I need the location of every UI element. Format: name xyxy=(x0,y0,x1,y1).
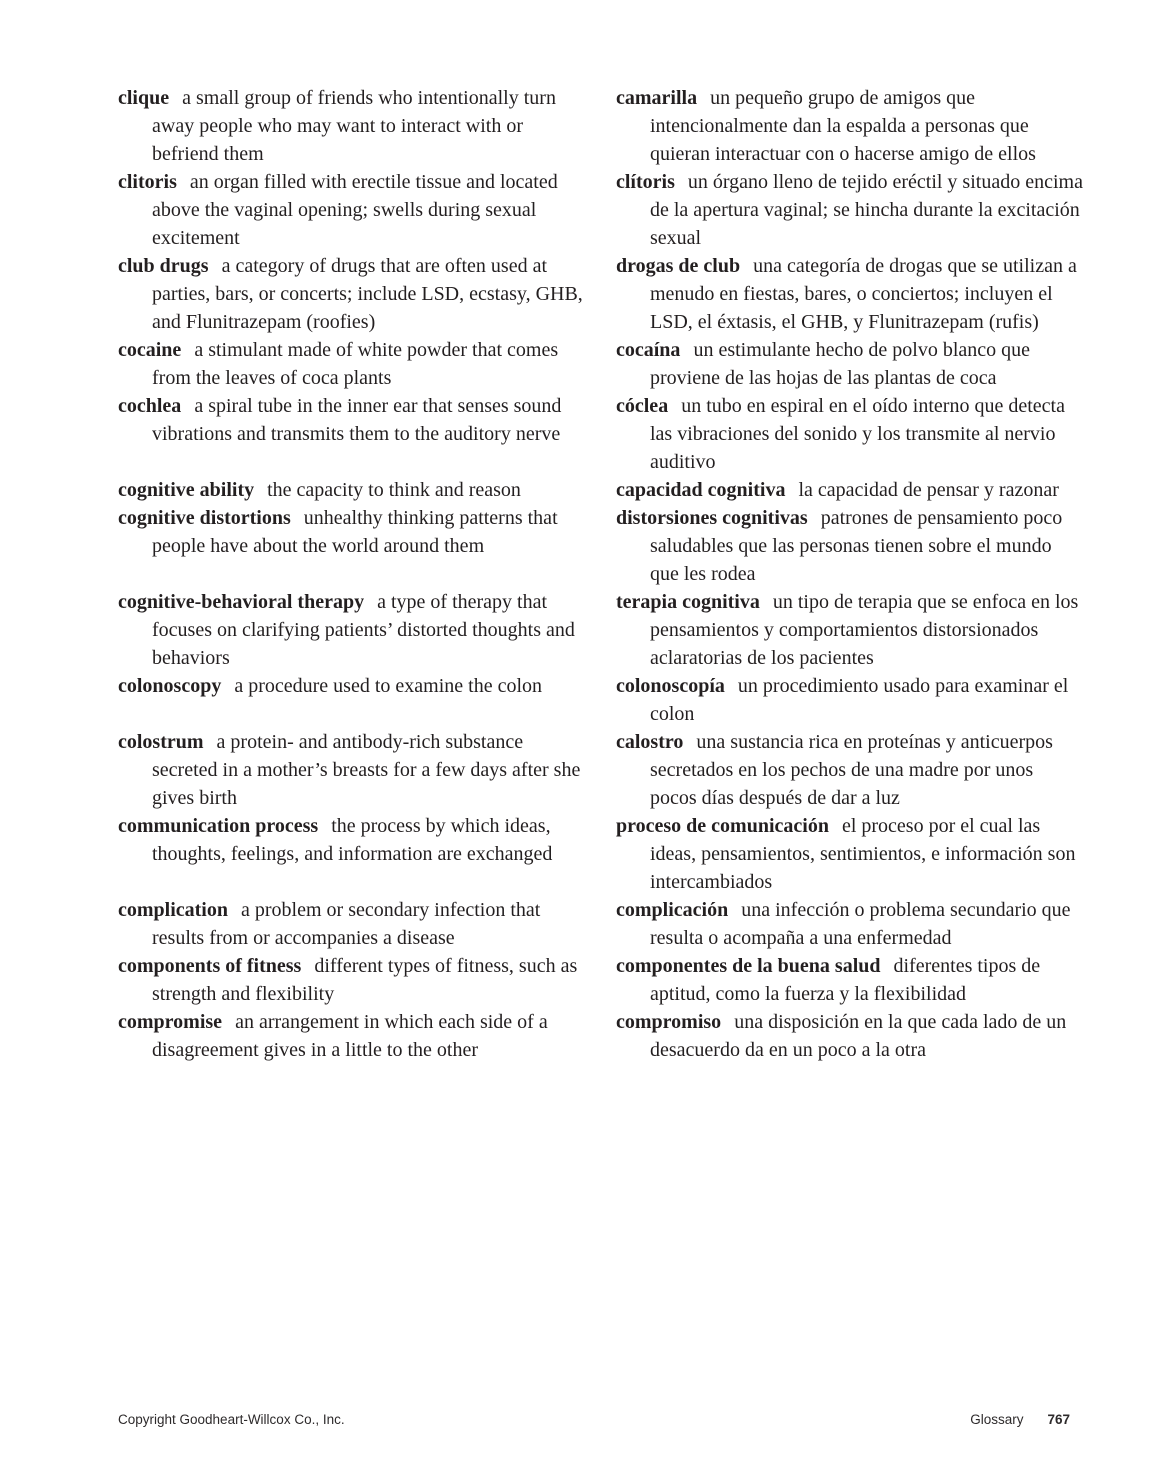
entry-term: club drugs xyxy=(118,255,209,277)
glossary-entry xyxy=(118,1008,586,1064)
glossary-entry xyxy=(118,812,586,868)
entry-definition: an arrangement in which each side of a disagreement gives in a little to the other xyxy=(152,1011,548,1061)
glossary-entry xyxy=(118,504,586,560)
glossary-columns xyxy=(118,84,1084,1064)
glossary-entry xyxy=(616,588,1084,672)
entry-definition: a protein- and antibody-rich substance secreted in a mother’s breasts for a few days after she gives birth xyxy=(152,731,581,809)
entry-definition: a procedure used to examine the colon xyxy=(234,675,542,697)
page-footer xyxy=(118,1412,1070,1427)
glossary-entry xyxy=(616,252,1084,336)
glossary-entry xyxy=(118,728,586,812)
entry-term: cocaine xyxy=(118,339,182,361)
entry-term: clique xyxy=(118,87,170,109)
glossary-entry xyxy=(118,952,586,1008)
glossary-entry xyxy=(616,812,1084,896)
entry-definition: a problem or secondary infection that results from or accompanies a disease xyxy=(152,899,541,949)
entry-definition: un pequeño grupo de amigos que intencionalmente dan la espalda a personas que quieran interactuar con o hacerse amigo de ellos xyxy=(650,87,1036,165)
glossary-entry xyxy=(616,336,1084,392)
entry-term: terapia cognitiva xyxy=(616,591,760,613)
entry-term: colonoscopy xyxy=(118,675,222,697)
glossary-entry xyxy=(616,392,1084,476)
entry-definition: a category of drugs that are often used at parties, bars, or concerts; include LSD, ecstasy, GHB, and Flunitrazepam (roofies) xyxy=(152,255,583,333)
entry-definition: un tipo de terapia que se enfoca en los pensamientos y comportamientos distorsionados aclaratorias de los pacientes xyxy=(650,591,1079,669)
entry-definition: una infección o problema secundario que resulta o acompaña a una enfermedad xyxy=(650,899,1071,949)
entry-term: cóclea xyxy=(616,395,669,417)
entry-term: cognitive distortions xyxy=(118,507,291,529)
copyright-notice: Copyright Goodheart-Willcox Co., Inc. xyxy=(118,1412,345,1427)
entry-term: camarilla xyxy=(616,87,698,109)
entry-definition: the capacity to think and reason xyxy=(267,479,521,501)
entry-term: complication xyxy=(118,899,228,921)
entry-term: clitoris xyxy=(118,171,177,193)
entry-term: distorsiones cognitivas xyxy=(616,507,808,529)
glossary-entry xyxy=(616,1008,1084,1064)
page-reference xyxy=(970,1412,1070,1427)
entry-term: compromise xyxy=(118,1011,223,1033)
glossary-entry xyxy=(616,476,1084,504)
glossary-entry xyxy=(118,588,586,672)
entry-term: capacidad cognitiva xyxy=(616,479,786,501)
glossary-entry xyxy=(118,168,586,252)
glossary-entry xyxy=(616,84,1084,168)
entry-term: cocaína xyxy=(616,339,681,361)
entry-definition: the process by which ideas, thoughts, feelings, and information are exchanged xyxy=(152,815,553,865)
entry-definition: unhealthy thinking patterns that people have about the world around them xyxy=(152,507,558,557)
entry-term: clítoris xyxy=(616,171,675,193)
glossary-entry xyxy=(118,476,586,504)
glossary-entry xyxy=(118,392,586,448)
entry-term: complicación xyxy=(616,899,729,921)
entry-definition: una disposición en la que cada lado de un desacuerdo da en un poco a la otra xyxy=(650,1011,1067,1061)
entry-definition: una sustancia rica en proteínas y anticuerpos secretados en los pechos de una madre por unos pocos días después de dar a luz xyxy=(650,731,1053,809)
entry-term: cognitive ability xyxy=(118,479,255,501)
entry-term: communication process xyxy=(118,815,319,837)
glossary-entry xyxy=(118,84,586,168)
glossary-entry xyxy=(118,252,586,336)
glossary-entry xyxy=(616,672,1084,728)
entry-term: cognitive-behavioral therapy xyxy=(118,591,365,613)
entry-term: colonoscopía xyxy=(616,675,725,697)
glossary-entry xyxy=(616,952,1084,1008)
glossary-entry xyxy=(118,336,586,392)
entry-definition: patrones de pensamiento poco saludables que las personas tienen sobre el mundo que les rodea xyxy=(650,507,1063,585)
glossary-entry xyxy=(616,728,1084,812)
entry-term: drogas de club xyxy=(616,255,741,277)
entry-definition: la capacidad de pensar y razonar xyxy=(798,479,1059,501)
entry-definition: el proceso por el cual las ideas, pensamientos, sentimientos, e información son intercambiados xyxy=(650,815,1076,893)
entry-term: compromiso xyxy=(616,1011,722,1033)
entry-definition: diferentes tipos de aptitud, como la fuerza y la flexibilidad xyxy=(650,955,1041,1005)
glossary-entry xyxy=(616,504,1084,588)
entry-term: calostro xyxy=(616,731,684,753)
page-number: 767 xyxy=(1047,1412,1070,1427)
entry-definition: a type of therapy that focuses on clarifying patients’ distorted thoughts and behaviors xyxy=(152,591,575,669)
entry-term: components of fitness xyxy=(118,955,302,977)
entry-definition: una categoría de drogas que se utilizan a menudo en fiestas, bares, o conciertos; incluyen el LSD, el éxtasis, el GHB, y Flunitrazepam (rufis) xyxy=(650,255,1077,333)
section-label: Glossary xyxy=(970,1412,1024,1427)
entry-definition: un estimulante hecho de polvo blanco que proviene de las hojas de las plantas de coca xyxy=(650,339,1031,389)
glossary-entry xyxy=(118,896,586,952)
entry-term: colostrum xyxy=(118,731,204,753)
entry-term: componentes de la buena salud xyxy=(616,955,881,977)
entry-term: cochlea xyxy=(118,395,182,417)
glossary-entry xyxy=(616,168,1084,252)
entry-definition: a spiral tube in the inner ear that senses sound vibrations and transmits them to the auditory nerve xyxy=(152,395,562,445)
glossary-entry xyxy=(616,896,1084,952)
entry-definition: un procedimiento usado para examinar el colon xyxy=(650,675,1069,725)
entry-definition: a small group of friends who intentionally turn away people who may want to interact with or befriend them xyxy=(152,87,556,165)
entry-definition: an organ filled with erectile tissue and located above the vaginal opening; swells during sexual excitement xyxy=(152,171,558,249)
entry-definition: a stimulant made of white powder that comes from the leaves of coca plants xyxy=(152,339,559,389)
entry-term: proceso de comunicación xyxy=(616,815,829,837)
entry-definition: un tubo en espiral en el oído interno que detecta las vibraciones del sonido y los transmite al nervio auditivo xyxy=(650,395,1065,473)
entry-definition: un órgano lleno de tejido eréctil y situado encima de la apertura vaginal; se hincha durante la excitación sexual xyxy=(650,171,1083,249)
glossary-entry xyxy=(118,672,586,700)
entry-definition: different types of fitness, such as strength and flexibility xyxy=(152,955,578,1005)
